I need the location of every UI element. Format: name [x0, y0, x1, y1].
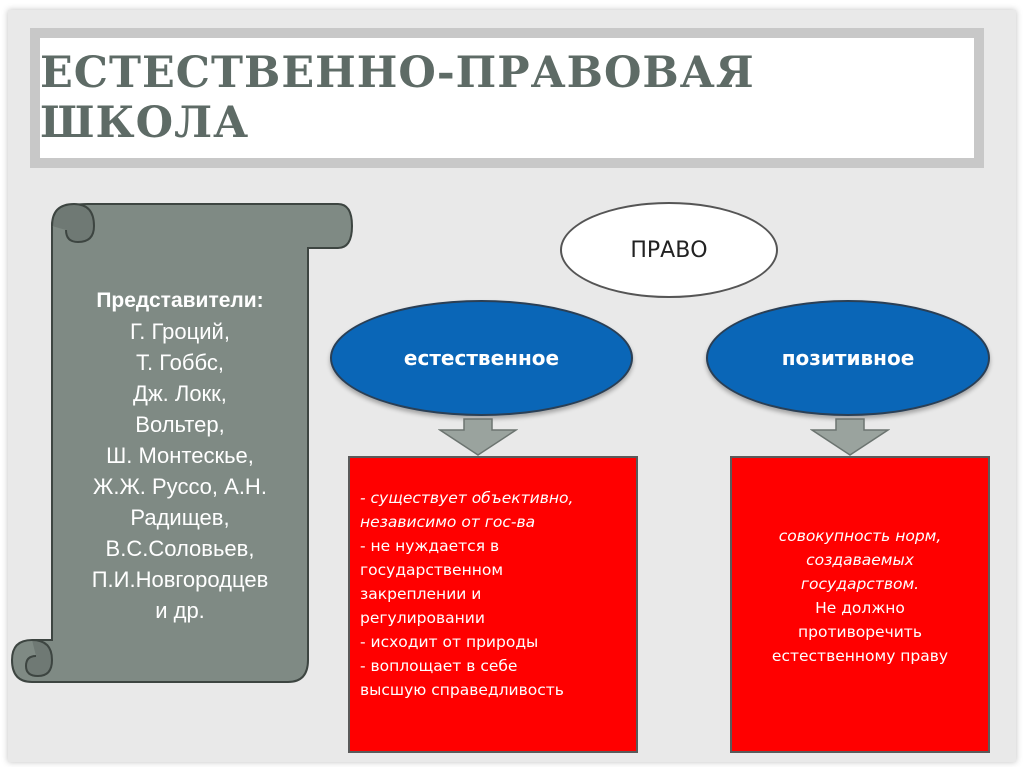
description-line: создаваемых [806, 551, 914, 569]
description-line: государственном [360, 561, 504, 579]
representative-name: Ш. Монтескье, [106, 443, 254, 468]
description-line: закреплении и [360, 585, 482, 603]
natural-law-description [348, 456, 638, 753]
positive-law-node [706, 300, 990, 416]
representatives-heading: Представители: [96, 289, 264, 312]
representatives-text [62, 285, 298, 626]
description-line: регулировании [360, 609, 485, 627]
down-arrow-icon [810, 418, 890, 456]
down-arrow-icon [438, 418, 518, 456]
representative-name: и др. [155, 598, 205, 623]
slide-title: ЕСТЕСТВЕННО-ПРАВОВАЯ ШКОЛА [40, 48, 755, 148]
representative-name: Т. Гоббс, [136, 350, 224, 375]
representative-name: Вольтер, [135, 412, 225, 437]
positive-law-description [730, 456, 990, 753]
representative-name: П.И.Новгородцев [91, 567, 269, 592]
representative-name: Г. Гроций, [130, 319, 230, 344]
representative-name: Радищев, [130, 505, 230, 530]
description-line: - не нуждается в [360, 537, 500, 555]
description-line: независимо от гос-ва [360, 513, 536, 531]
representative-name: Дж. Локк, [133, 381, 227, 406]
natural-law-label: естественное [403, 346, 560, 370]
description-line: - существует объективно, [360, 489, 574, 507]
pravo-node [560, 202, 778, 298]
description-line: противоречить [798, 623, 922, 641]
description-line: естественному праву [771, 647, 949, 665]
representative-name: В.С.Соловьев, [105, 536, 255, 561]
representative-name: Ж.Ж. Руссо, А.Н. [93, 474, 267, 499]
description-line: совокупность норм, [778, 527, 942, 545]
description-line: высшую справедливость [360, 681, 564, 699]
description-line: - исходит от природы [360, 633, 539, 651]
description-line: государством. [800, 575, 920, 593]
positive-law-label: позитивное [781, 346, 915, 370]
description-line: - воплощает в себе [360, 657, 518, 675]
natural-law-node [330, 300, 633, 416]
description-line: Не должно [815, 599, 905, 617]
pravo-label: ПРАВО [630, 237, 708, 263]
title-box [40, 38, 974, 158]
